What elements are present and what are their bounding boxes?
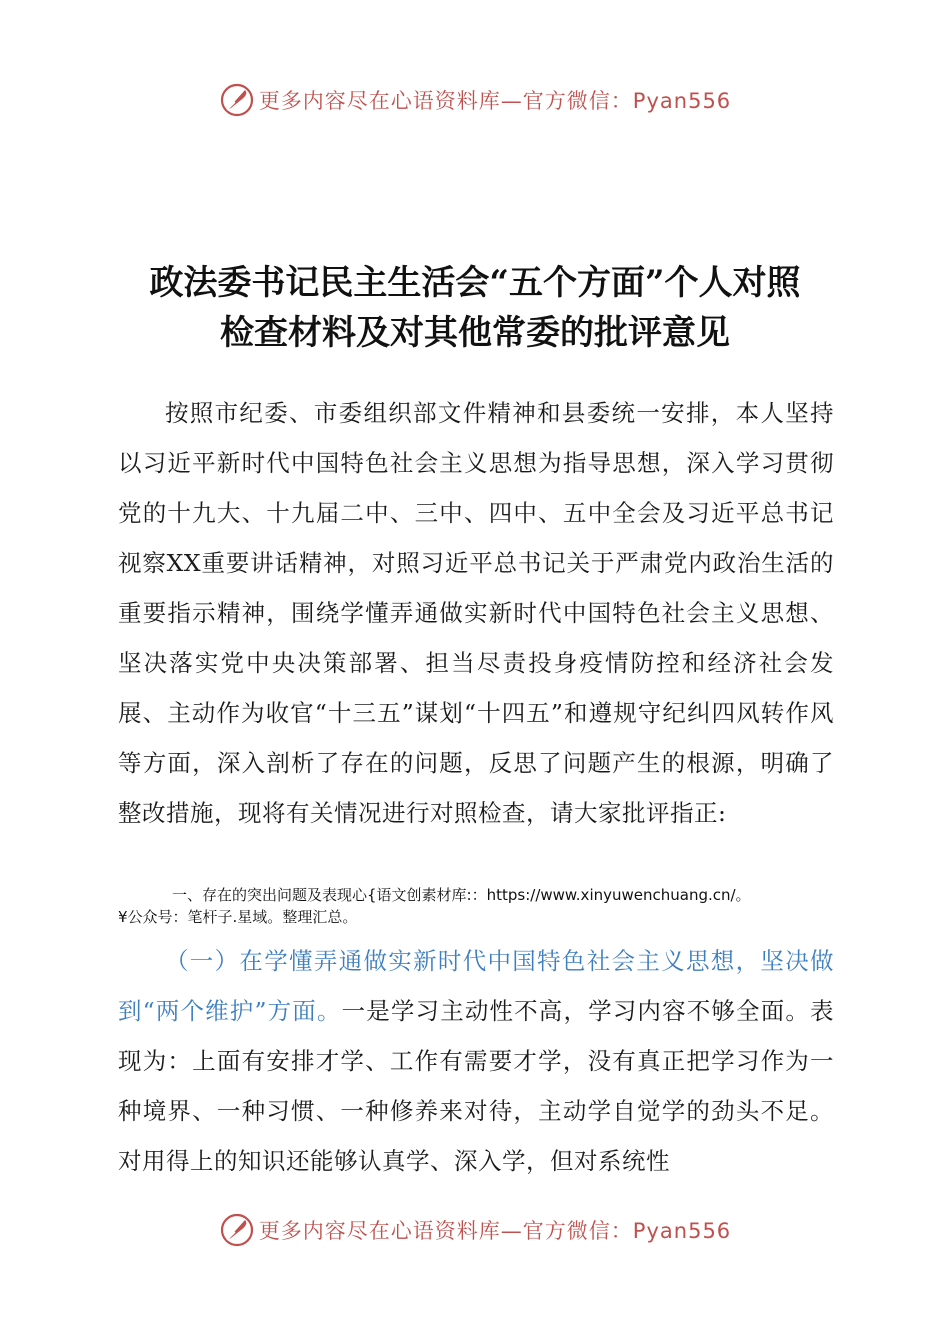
section-1	[118, 936, 834, 1186]
intro-paragraph: 按照市纪委、市委组织部文件精神和县委统一安排，本人坚持以习近平新时代中国特色社会主义思想为指导思想，深入学习贯彻党的十九大、十九届二中、三中、四中、五中全会及习近平总书记视察XX重要讲话精神，对照习近平总书记关于严肃党内政治生活的重要指示精神，围绕学懂弄通做实新时代中国特色社会主义思想、坚决落实党中央决策部署、担当尽责投身疫情防控和经济社会发展、主动作为收官“十三五”谋划“十四五”和遵规守纪纠四风转作风等方面，深入剖析了存在的问题，反思了问题产生的根源，明确了整改措施，现将有关情况进行对照检查，请大家批评指正:	[118, 399, 834, 827]
header-banner	[0, 80, 950, 120]
note-line-1: 一、存在的突出问题及表现心{语文创素材库:：https://www.xinyuwenchuang.cn/。	[172, 886, 751, 904]
section-1-text: 一是学习主动性不高，学习内容不够全面。表现为：上面有安排才学、工作有需要才学，没有真正把学习作为一种境界、一种习惯、一种修养来对待，主动学自觉学的劲头不足。对用得上的知识还能够认真学、深入学，但对系统性	[118, 997, 835, 1175]
header-banner-text: 更多内容尽在心语资料库—官方微信：Pyan556	[258, 89, 732, 113]
section-1-paragraph	[118, 936, 834, 1186]
watermark-note	[118, 884, 848, 928]
title-line-1: 政法委书记民主生活会“五个方面”个人对照	[149, 263, 801, 303]
title-line-2: 检查材料及对其他常委的批评意见	[220, 313, 730, 353]
document-body	[118, 388, 834, 838]
footer-banner	[0, 1210, 950, 1250]
document-title	[100, 258, 850, 358]
section-1-heading: （一）在学懂弄通做实新时代中国特色社会主义思想，坚决做到“两个维护”方面。	[118, 947, 834, 1025]
note-line-2: ¥公众号：笔杆子.星域。整理汇总。	[118, 908, 358, 926]
quill-logo-icon	[219, 82, 255, 118]
footer-banner-text: 更多内容尽在心语资料库—官方微信：Pyan556	[258, 1219, 732, 1243]
quill-logo-icon	[219, 1212, 255, 1248]
